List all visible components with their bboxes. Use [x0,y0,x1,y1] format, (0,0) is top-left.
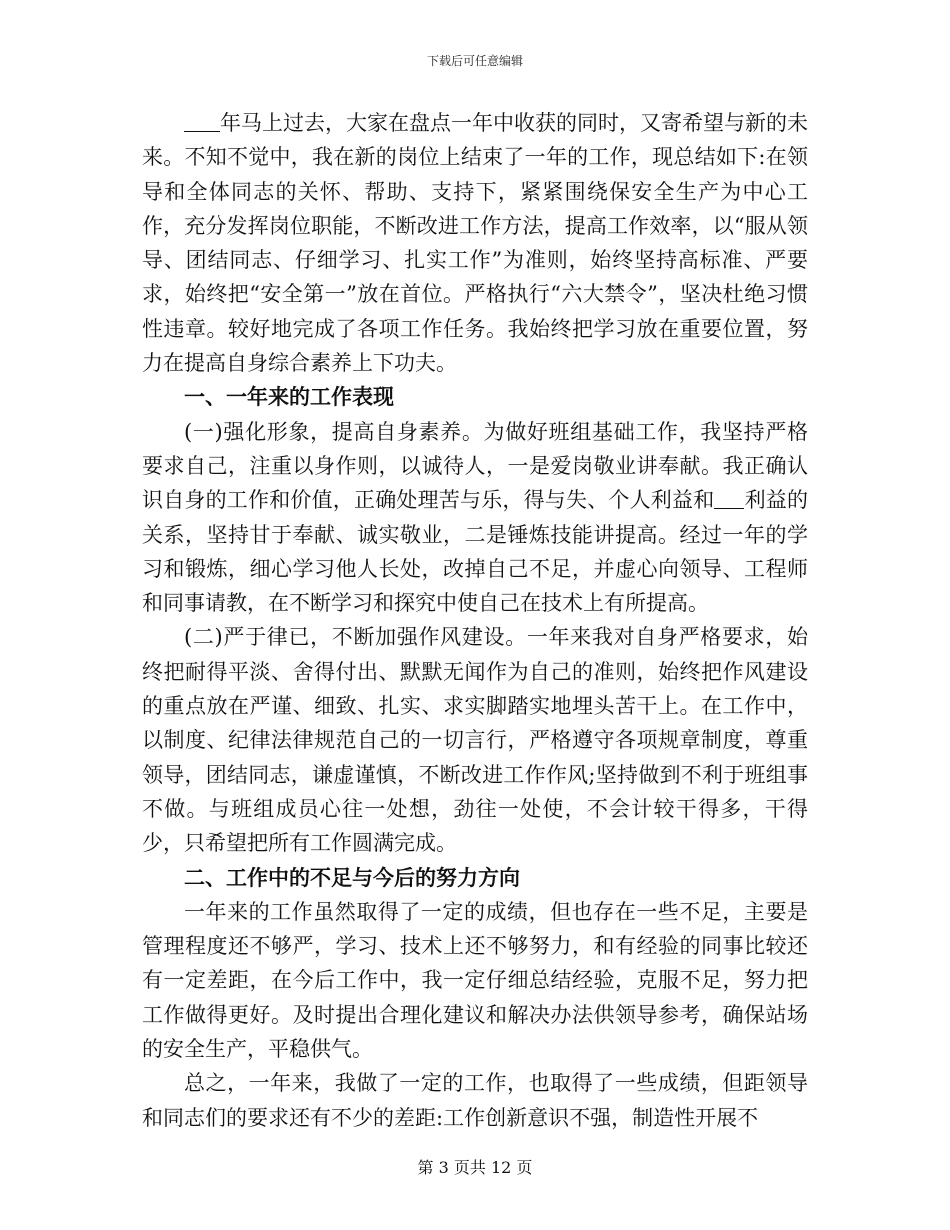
section-heading-1: 一、一年来的工作表现 [184,384,394,410]
fill-in-blank [714,486,744,509]
subsection-paragraph-1-text-a: (一)强化形象，提高自身素养。为做好班组基础工作，我坚持严格要求自己，注重以身作则，以诚待人，一是爱岗敬业讲奉献。我正确认识自身的工作和价值，正确处理苦与乐，得与失、个人利益和 [142,419,808,513]
intro-paragraph-text: 年马上过去，大家在盘点一年中收获的同时，又寄希望与新的未来。不知不觉中，我在新的岗位上结束了一年的工作，现总结如下:在领导和全体同志的关怀、帮助、支持下，紧紧围绕保安全生产为中心工作，充分发挥岗位职能，不断改进工作方法，提高工作效率，以“服从领导、团结同志、仔细学习、扎实工作”为准则，始终坚持高标准、严要求，始终把“安全第一”放在首位。严格执行“六大禁令”，坚决杜绝习惯性违章。较好地完成了各项工作任务。我始终把学习放在重要位置，努力在提高自身综合素养上下功夫。 [142,111,808,376]
shortcomings-paragraph: 一年来的工作虽然取得了一定的成绩，但也存在一些不足，主要是管理程度还不够严，学习、技术上还不够努力，和有经验的同事比较还有一定差距，在今后工作中，我一定仔细总结经验，克服不足，努力把工作做得更好。及时提出合理化建议和解决办法供领导参考，确保站场的安全生产，平稳供气。 [142,899,808,1062]
subsection-paragraph-2: (二)严于律已，不断加强作风建设。一年来我对自身严格要求，始终把耐得平淡、舍得付出、默默无闻作为自己的准则，始终把作风建设的重点放在严谨、细致、扎实、求实脚踏实地埋头苦干上。在工作中，以制度、纪律法律规范自己的一切言行，严格遵守各项规章制度，尊重领导，团结同志，谦虚谨慎，不断改进工作作风;坚持做到不利于班组事不做。与班组成员心往一处想，劲往一处使，不会计较干得多，干得少，只希望把所有工作圆满完成。 [142,625,808,856]
fill-in-blank [184,109,220,132]
subsection-paragraph-1-text-b: 利益的关系，坚持甘于奉献、诚实敬业，二是锤炼技能讲提高。经过一年的学习和锻炼，细心学习他人长处，改掉自己不足，并虚心向领导、工程师和同事请教，在不断学习和探究中使自己在技术上有所提高。 [142,488,809,616]
intro-paragraph [142,106,808,380]
conclusion-paragraph: 总之，一年来，我做了一定的工作，也取得了一些成绩，但距领导和同志们的要求还有不少的差距:工作创新意识不强，制造性开展不 [142,1071,808,1130]
section-heading-2: 二、工作中的不足与今后的努力方向 [184,864,520,890]
subsection-paragraph-1 [142,415,808,621]
document-body [142,106,808,1135]
page-number: 第 3 页共 12 页 [417,1158,533,1177]
page-header-note: 下载后可任意编辑 [426,54,523,68]
